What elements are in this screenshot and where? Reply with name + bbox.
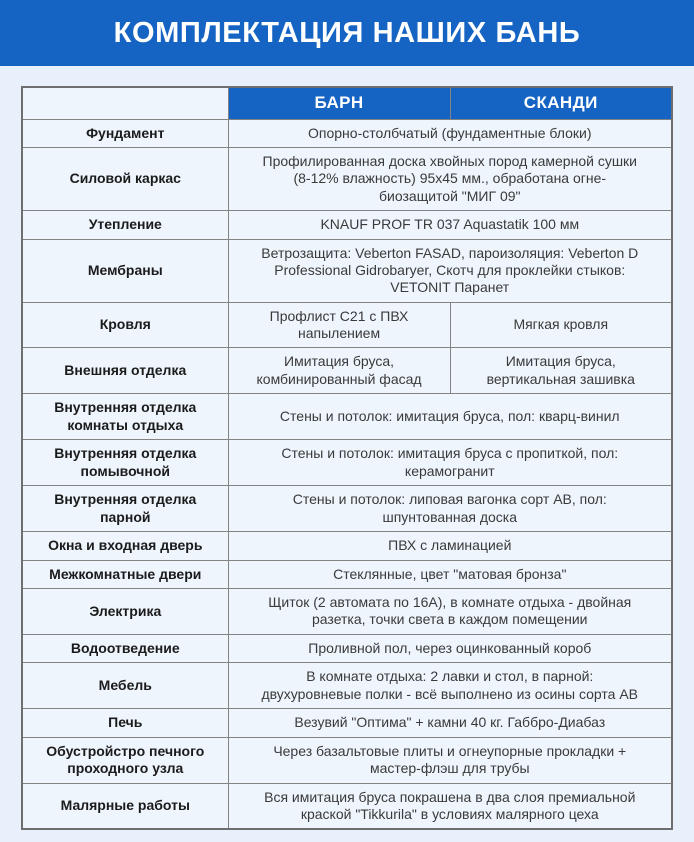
spec-value-text: Стены и потолок: имитация бруса с пропиткой, пол: керамогранит — [281, 445, 619, 479]
column-header-barn: БАРН — [228, 87, 450, 119]
table-row-windows-door — [22, 532, 672, 561]
spec-label: Фундамент — [22, 119, 228, 148]
table-row-steamroom-interior — [22, 486, 672, 532]
spec-value-text: Профлист С21 с ПВХ напылением — [269, 307, 409, 342]
table-row-exterior — [22, 348, 672, 394]
table-row-insulation — [22, 211, 672, 240]
spec-label: Межкомнатные двери — [22, 560, 228, 589]
table-row-painting — [22, 783, 672, 829]
spec-label: Водоотведение — [22, 634, 228, 663]
table-row-washroom-interior — [22, 440, 672, 486]
table-row-electrics — [22, 589, 672, 635]
spec-label: Утепление — [22, 211, 228, 240]
spec-value-text: KNAUF PROF TR 037 Aquastatik 100 мм — [320, 216, 580, 233]
spec-label: Силовой каркас — [22, 148, 228, 211]
spec-value-text: Вся имитация бруса покрашена в два слоя премиальной краской "Tikkurila" в условиях малярного цеха — [264, 788, 636, 822]
spec-value — [228, 663, 672, 709]
spec-value-text: Стеклянные, цвет "матовая бронза" — [333, 565, 567, 582]
spec-value — [228, 440, 672, 486]
spec-label: Печь — [22, 709, 228, 738]
spec-label: Обустройстро печного проходного узла — [22, 737, 228, 783]
spec-value-text: Профилированная доска хвойных пород камерной сушки (8-12% влажность) 95х45 мм., обработана огне-биозащитой "МИГ 09" — [262, 153, 637, 204]
spec-value — [228, 709, 672, 738]
table-row-interior-doors — [22, 560, 672, 589]
spec-label: Малярные работы — [22, 783, 228, 829]
spec-value-text: Везувий "Оптима" + камни 40 кг. Габбро-Диабаз — [294, 714, 606, 731]
spec-value-barn — [228, 348, 450, 394]
spec-value — [228, 560, 672, 589]
table-row-frame — [22, 148, 672, 211]
spec-value-barn — [228, 302, 450, 348]
spec-value-text: Опорно-столбчатый (фундаментные блоки) — [308, 124, 592, 141]
spec-value-text: Имитация бруса, вертикальная зашивка — [486, 353, 635, 387]
page-header — [0, 0, 694, 66]
spec-value-skandi — [450, 348, 672, 394]
spec-label: Мембраны — [22, 239, 228, 302]
table-row-stove — [22, 709, 672, 738]
spec-value — [228, 239, 672, 302]
spec-value-text: Щиток (2 автомата по 16А), в комнате отдыха - двойная разетка, точки света в каждом помещении — [268, 594, 632, 628]
table-row-roof — [22, 302, 672, 348]
spec-value-text: Стены и потолок: имитация бруса, пол: кварц-винил — [279, 407, 620, 424]
table-row-furniture — [22, 663, 672, 709]
spec-value-text: Ветрозащита: Veberton FASAD, пароизоляция: Veberton D Professional Gidrobaryer, Скотч для проклейки стыков: VETONIT Паранет — [261, 244, 639, 296]
spec-label: Внутренняя отделка помывочной — [22, 440, 228, 486]
page-title: КОМПЛЕКТАЦИЯ НАШИХ БАНЬ — [113, 16, 581, 49]
spec-value-text: Проливной пол, через оцинкованный короб — [308, 639, 592, 656]
spec-value — [228, 783, 672, 829]
spec-value — [228, 532, 672, 561]
spec-value-text: ПВХ с ламинацией — [388, 537, 512, 554]
spec-label: Кровля — [22, 302, 228, 348]
spec-value — [228, 634, 672, 663]
specs-table-container — [0, 66, 694, 830]
spec-value — [228, 211, 672, 240]
spec-label: Окна и входная дверь — [22, 532, 228, 561]
spec-value-text: В комнате отдыха: 2 лавки и стол, в парной: двухуровневые полки - всё выполнено из осины сорта АВ — [261, 668, 639, 702]
spec-value — [228, 394, 672, 440]
spec-value-text: Через базальтовые плиты и огнеупорные прокладки + мастер-флэш для трубы — [273, 742, 627, 777]
table-row-drainage — [22, 634, 672, 663]
table-row-membranes — [22, 239, 672, 302]
spec-value — [228, 589, 672, 635]
spec-label: Мебель — [22, 663, 228, 709]
spec-value-text: Стены и потолок: липовая вагонка сорт АВ, пол: шпунтованная доска — [292, 491, 607, 525]
table-row-lounge-interior — [22, 394, 672, 440]
spec-label: Внутренняя отделка парной — [22, 486, 228, 532]
spec-value — [228, 486, 672, 532]
spec-value — [228, 737, 672, 783]
spec-value-text: Имитация бруса, комбинированный фасад — [256, 353, 422, 387]
spec-value — [228, 119, 672, 148]
spec-label: Внутренняя отделка комнаты отдыха — [22, 394, 228, 440]
column-header-empty — [22, 87, 228, 119]
table-header-row — [22, 87, 672, 119]
spec-value-text: Мягкая кровля — [513, 316, 609, 333]
spec-label: Электрика — [22, 589, 228, 635]
spec-value — [228, 148, 672, 211]
spec-value-skandi — [450, 302, 672, 348]
spec-label: Внешняя отделка — [22, 348, 228, 394]
table-row-chimney-unit — [22, 737, 672, 783]
specs-table — [21, 86, 673, 830]
column-header-skandi: СКАНДИ — [450, 87, 672, 119]
table-row-foundation — [22, 119, 672, 148]
